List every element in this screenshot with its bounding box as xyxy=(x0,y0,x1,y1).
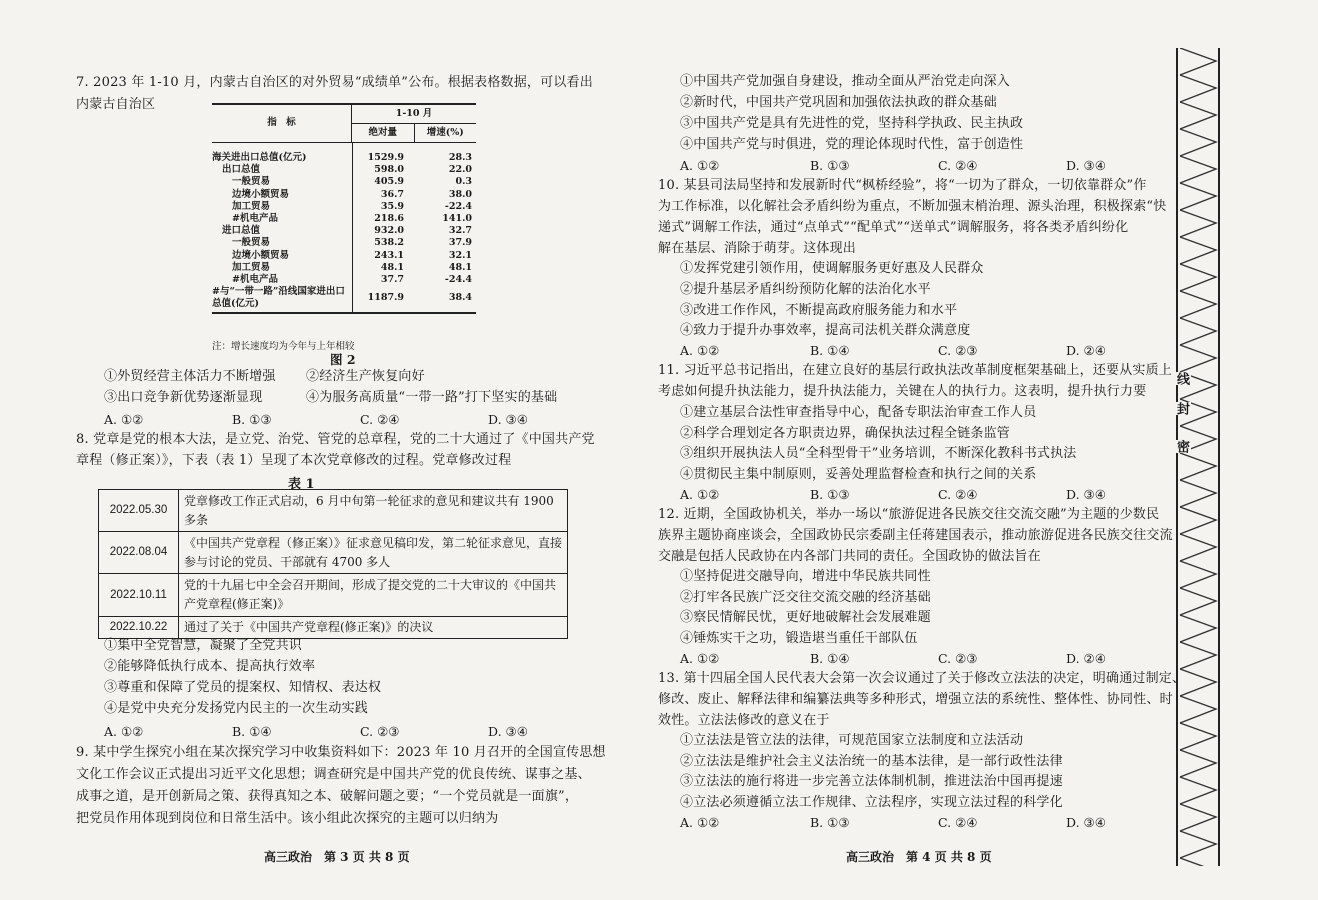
q11-stem-line-1: 11. 习近平总书记指出，在建立良好的基层行政执法改革制度框架基础上，还要从实质上 xyxy=(658,363,1173,378)
q12-option-4: ④锤炼实干之功，锻造堪当重任干部队伍 xyxy=(680,631,918,646)
trade-table-cell-abs: 37.7 xyxy=(380,274,404,286)
table-cell-date: 2022.10.22 xyxy=(99,617,179,639)
trade-table-cell-abs: 932.0 xyxy=(374,225,404,237)
trade-table-cell-abs: 1187.9 xyxy=(367,292,404,304)
q8-choice-c: C. ②③ xyxy=(360,724,400,739)
q9-stem-line-3: 成事之道，是开创新局之策、获得真知之本、破解问题之要；“一个党员就是一面旗”， xyxy=(76,789,579,804)
q11-choice-a: A. ①② xyxy=(680,487,720,502)
q8-stem-line-2: 章程（修正案）》，下表（表 1）呈现了本次党章修改的过程。党章修改过程 xyxy=(76,453,512,468)
trade-table-cell-name: #机电产品 xyxy=(232,213,278,225)
q12-choice-a: A. ①② xyxy=(680,651,720,666)
trade-table-header-abs: 绝对量 xyxy=(352,124,415,142)
q7-option-1: ①外贸经营主体活力不断增强 xyxy=(104,369,276,384)
trade-table xyxy=(212,103,476,314)
trade-table-row xyxy=(212,201,476,213)
q13-option-2: ②立法法是维护社会主义法治统一的基本法律，是一部行政性法律 xyxy=(680,754,1063,769)
q12-stem-line-3: 交融是包括人民政协在内各部门共同的责任。全国政协的做法旨在 xyxy=(658,549,1041,564)
table-row xyxy=(99,574,568,617)
q7-stem-line-2: 内蒙古自治区 xyxy=(76,97,156,112)
q12-option-2: ②打牢各民族广泛交往交流交融的经济基础 xyxy=(680,590,931,605)
trade-table-cell-name: 一般贸易 xyxy=(232,237,271,249)
trade-table-row xyxy=(212,213,476,225)
trade-table-cell-growth: 32.7 xyxy=(448,225,472,237)
binding-strip xyxy=(1176,48,1220,866)
trade-table-cell-name: 边境小额贸易 xyxy=(232,249,290,261)
trade-table-row xyxy=(212,250,476,262)
trade-table-row xyxy=(212,152,476,164)
trade-table-cell-growth: 37.9 xyxy=(448,237,472,249)
q11-option-4: ④贯彻民主集中制原则，妥善处理监督检查和执行之间的关系 xyxy=(680,467,1037,482)
trade-table-cell-growth: 22.0 xyxy=(448,164,472,176)
trade-table-row-belt-road xyxy=(212,286,476,310)
trade-table-row xyxy=(212,262,476,274)
trade-table-cell-growth: 0.3 xyxy=(455,176,472,188)
trade-table-cell-growth: 32.1 xyxy=(448,249,472,261)
page-3 xyxy=(0,0,640,900)
q13-choice-a: A. ①② xyxy=(680,815,720,830)
table-row xyxy=(99,617,568,639)
trade-table-header-growth: 增速(%) xyxy=(426,127,464,138)
trade-table-cell-abs: 405.9 xyxy=(374,176,404,188)
trade-table-cell-abs: 218.6 xyxy=(374,213,404,225)
trade-table-cell-abs: 243.1 xyxy=(374,249,404,261)
q12-choice-b: B. ①④ xyxy=(810,651,850,666)
q13-option-1: ①立法法是管立法的法律，可规范国家立法制度和立法活动 xyxy=(680,733,1024,748)
q8-choice-d: D. ③④ xyxy=(488,724,528,739)
q8-option-2: ②能够降低执行成本、提高执行效率 xyxy=(104,659,316,674)
q9-stem-line-2: 文化工作会议正式提出习近平文化思想；调查研究是中国共产党的优良传统、谋事之基、 xyxy=(76,767,591,782)
trade-table-row xyxy=(212,274,476,286)
q8-option-3: ③尊重和保障了党员的提案权、知情权、表达权 xyxy=(104,680,382,695)
q7-choice-b: B. ①③ xyxy=(232,412,272,427)
q8-choice-b: B. ①④ xyxy=(232,724,272,739)
q11-option-1: ①建立基层合法性审查指导中心，配备专职法治审查工作人员 xyxy=(680,405,1037,420)
q12-option-3: ③察民情解民忧，更好地破解社会发展难题 xyxy=(680,610,931,625)
q7-option-2: ②经济生产恢复向好 xyxy=(306,369,425,384)
figure-caption: 图 2 xyxy=(330,352,356,367)
binding-chevrons xyxy=(1178,48,1218,866)
q8-option-1: ①集中全党智慧，凝聚了全党共识 xyxy=(104,638,303,653)
trade-table-cell-name: 加工贸易 xyxy=(232,200,271,212)
q8-option-4: ④是党中央充分发扬党内民主的一次生动实践 xyxy=(104,701,369,716)
q10-choice-a: A. ①② xyxy=(680,343,720,358)
q7-option-3: ③出口竞争新优势逐渐显现 xyxy=(104,390,263,405)
trade-table-row xyxy=(212,225,476,237)
q10-choice-b: B. ①④ xyxy=(810,343,850,358)
q13-stem-line-1: 13. 第十四届全国人民代表大会第一次会议通过了关于修改立法法的决定，明确通过制定、 xyxy=(658,671,1186,686)
q10-stem-line-3: 递式”调解工作法，通过“点单式”“配单式”“送单式”调解服务，将各类矛盾纠纷化 xyxy=(658,220,1129,235)
trade-table-cell-abs: 48.1 xyxy=(380,261,404,273)
page-footer-4: 高三政治 第 4 页 共 8 页 xyxy=(846,850,992,864)
trade-table-cell-growth: 38.0 xyxy=(448,188,472,200)
trade-table-cell-name: 海关进出口总值(亿元) xyxy=(212,152,307,163)
trade-table-cell-growth: 141.0 xyxy=(442,213,472,225)
trade-table-cell-abs: 1529.9 xyxy=(367,152,404,163)
binding-mark-secret: 密 xyxy=(1174,440,1189,453)
trade-table-row xyxy=(212,176,476,188)
q8-choice-a: A. ①② xyxy=(104,724,144,739)
table-1-caption: 表 1 xyxy=(288,477,315,492)
q10-stem-line-1: 10. 某县司法局坚持和发展新时代“枫桥经验”，将“一切为了群众，一切依靠群众”作 xyxy=(658,178,1147,193)
table-cell-text: 通过了关于《中国共产党章程(修正案)》的决议 xyxy=(179,617,568,639)
q10-choice-d: D. ②④ xyxy=(1066,343,1106,358)
trade-table-cell-growth: 38.4 xyxy=(448,292,472,304)
q11-choice-d: D. ③④ xyxy=(1066,487,1106,502)
q12-choice-c: C. ②③ xyxy=(938,651,978,666)
trade-table-cell-growth: 48.1 xyxy=(448,261,472,273)
q9-choice-c: C. ②④ xyxy=(938,158,978,173)
q7-option-4: ④为服务高质量“一带一路”打下坚实的基础 xyxy=(306,390,558,405)
q9-option-4: ④中国共产党与时俱进，党的理论体现时代性，富于创造性 xyxy=(680,137,1024,152)
q7-choice-a: A. ①② xyxy=(104,412,144,427)
page-4 xyxy=(640,0,1186,900)
q13-option-4: ④立法必须遵循立法工作规律、立法程序，实现立法过程的科学化 xyxy=(680,795,1063,810)
q7-choice-d: D. ③④ xyxy=(488,412,528,427)
q9-stem-line-4: 把党员作用体现到岗位和日常生活中。该小组此次探究的主题可以归纳为 xyxy=(76,811,499,826)
trade-table-header-index: 指 标 xyxy=(212,105,352,142)
trade-table-cell-name: 边境小额贸易 xyxy=(232,188,290,200)
trade-table-row xyxy=(212,164,476,176)
q9-option-2: ②新时代，中国共产党巩固和加强依法执政的群众基础 xyxy=(680,95,997,110)
table-cell-text: 《中国共产党章程（修正案）》征求意见稿印发，第二轮征求意见，直接参与讨论的党员、干部就有 4700 多人 xyxy=(179,532,568,574)
q9-option-1: ①中国共产党加强自身建设，推动全面从严治党走向深入 xyxy=(680,74,1011,89)
q13-stem-line-3: 效性。立法法修改的意义在于 xyxy=(658,713,830,728)
table-cell-text: 党章修改工作正式启动，6 月中旬第一轮征求的意见和建议共有 1900 多条 xyxy=(179,490,568,532)
q13-stem-line-2: 修改、废止、解释法律和编纂法典等多种形式，增强立法的系统性、整体性、协同性、时 xyxy=(658,692,1173,707)
table-cell-date: 2022.10.11 xyxy=(99,574,179,617)
page-footer-3: 高三政治 第 3 页 共 8 页 xyxy=(264,850,410,864)
binding-mark-line: 线 xyxy=(1174,372,1189,385)
q13-choice-b: B. ①③ xyxy=(810,815,850,830)
q12-stem-line-1: 12. 近期，全国政协机关，举办一场以“旅游促进各民族交往交流交融”为主题的少数民 xyxy=(658,507,1160,522)
trade-table-cell-growth: -24.4 xyxy=(444,274,472,286)
q10-choice-c: C. ②③ xyxy=(938,343,978,358)
trade-table-cell-name: 加工贸易 xyxy=(232,261,271,273)
trade-table-header-period: 1-10 月 xyxy=(352,105,476,124)
q8-stem-line-1: 8. 党章是党的根本大法，是立党、治党、管党的总章程，党的二十大通过了《中国共产党 xyxy=(76,432,595,447)
trade-table-row xyxy=(212,237,476,249)
q13-option-3: ③立法法的施行将进一步完善立法体制机制，推进法治中国再提速 xyxy=(680,774,1063,789)
q11-choice-c: C. ②④ xyxy=(938,487,978,502)
table-row xyxy=(99,490,568,532)
q11-choice-b: B. ①③ xyxy=(810,487,850,502)
trade-table-note: 注：增长速度均为今年与上年相较 xyxy=(212,341,355,352)
trade-table-cell-name: #机电产品 xyxy=(232,274,278,286)
q10-option-4: ④致力于提升办事效率，提高司法机关群众满意度 xyxy=(680,323,971,338)
table-row xyxy=(99,532,568,574)
q10-option-1: ①发挥党建引领作用，使调解服务更好惠及人民群众 xyxy=(680,261,984,276)
q9-choice-d: D. ③④ xyxy=(1066,158,1106,173)
trade-table-cell-name: 进口总值 xyxy=(222,225,261,237)
binding-mark-seal: 封 xyxy=(1174,402,1189,415)
q11-option-2: ②科学合理划定各方职责边界，确保执法过程全链条监管 xyxy=(680,426,1011,441)
q10-option-2: ②提升基层矛盾纠纷预防化解的法治化水平 xyxy=(680,282,931,297)
q12-choice-d: D. ②④ xyxy=(1066,651,1106,666)
q10-stem-line-4: 解在基层、消除于萌芽。这体现出 xyxy=(658,241,857,256)
q13-choice-c: C. ②④ xyxy=(938,815,978,830)
constitution-revision-table xyxy=(98,489,568,639)
table-cell-date: 2022.05.30 xyxy=(99,490,179,532)
trade-table-row xyxy=(212,189,476,201)
q10-stem-line-2: 为工作标准，以化解社会矛盾纠纷为重点，不断加强末梢治理、源头治理，积极探索“快 xyxy=(658,199,1167,214)
q11-option-3: ③组织开展执法人员“全科型骨干”业务培训，不断深化教科书式执法 xyxy=(680,446,1077,461)
q12-option-1: ①坚持促进交融导向，增进中华民族共同性 xyxy=(680,569,931,584)
trade-table-cell-name: 一般贸易 xyxy=(232,176,271,188)
trade-table-cell-abs: 35.9 xyxy=(380,200,404,212)
q9-choice-b: B. ①③ xyxy=(810,158,850,173)
q12-stem-line-2: 族界主题协商座谈会，全国政协民宗委副主任蒋建国表示，推动旅游促进各民族交往交流 xyxy=(658,528,1173,543)
trade-table-cell-abs: 36.7 xyxy=(380,188,404,200)
trade-table-cell-name: #与“一带一路”沿线国家进出口总值(亿元) xyxy=(212,286,345,310)
trade-table-cell-growth: 28.3 xyxy=(448,152,472,163)
table-cell-text: 党的十九届七中全会召开期间，形成了提交党的二十大审议的《中国共产党章程(修正案)》 xyxy=(179,574,568,617)
q9-choice-a: A. ①② xyxy=(680,158,720,173)
q7-stem-line-1: 7. 2023 年 1-10 月，内蒙古自治区的对外贸易“成绩单”公布。根据表格数据，可以看出 xyxy=(76,75,593,90)
q10-option-3: ③改进工作作风，不断提高政府服务能力和水平 xyxy=(680,303,958,318)
q9-option-3: ③中国共产党是具有先进性的党，坚持科学执政、民主执政 xyxy=(680,116,1024,131)
trade-table-cell-growth: -22.4 xyxy=(444,200,472,212)
trade-table-cell-abs: 598.0 xyxy=(374,164,404,176)
q9-stem-line-1: 9. 某中学生探究小组在某次探究学习中收集资料如下：2023 年 10 月召开的全国宣传思想 xyxy=(76,745,606,760)
trade-table-cell-abs: 538.2 xyxy=(374,237,404,249)
trade-table-cell-name: 出口总值 xyxy=(222,164,261,176)
table-cell-date: 2022.08.04 xyxy=(99,532,179,574)
q11-stem-line-2: 考虑如何提升执法能力，提升执法能力，关键在人的执行力。这表明，提升执行力要 xyxy=(658,384,1147,399)
q7-choice-c: C. ②④ xyxy=(360,412,400,427)
q13-choice-d: D. ③④ xyxy=(1066,815,1106,830)
